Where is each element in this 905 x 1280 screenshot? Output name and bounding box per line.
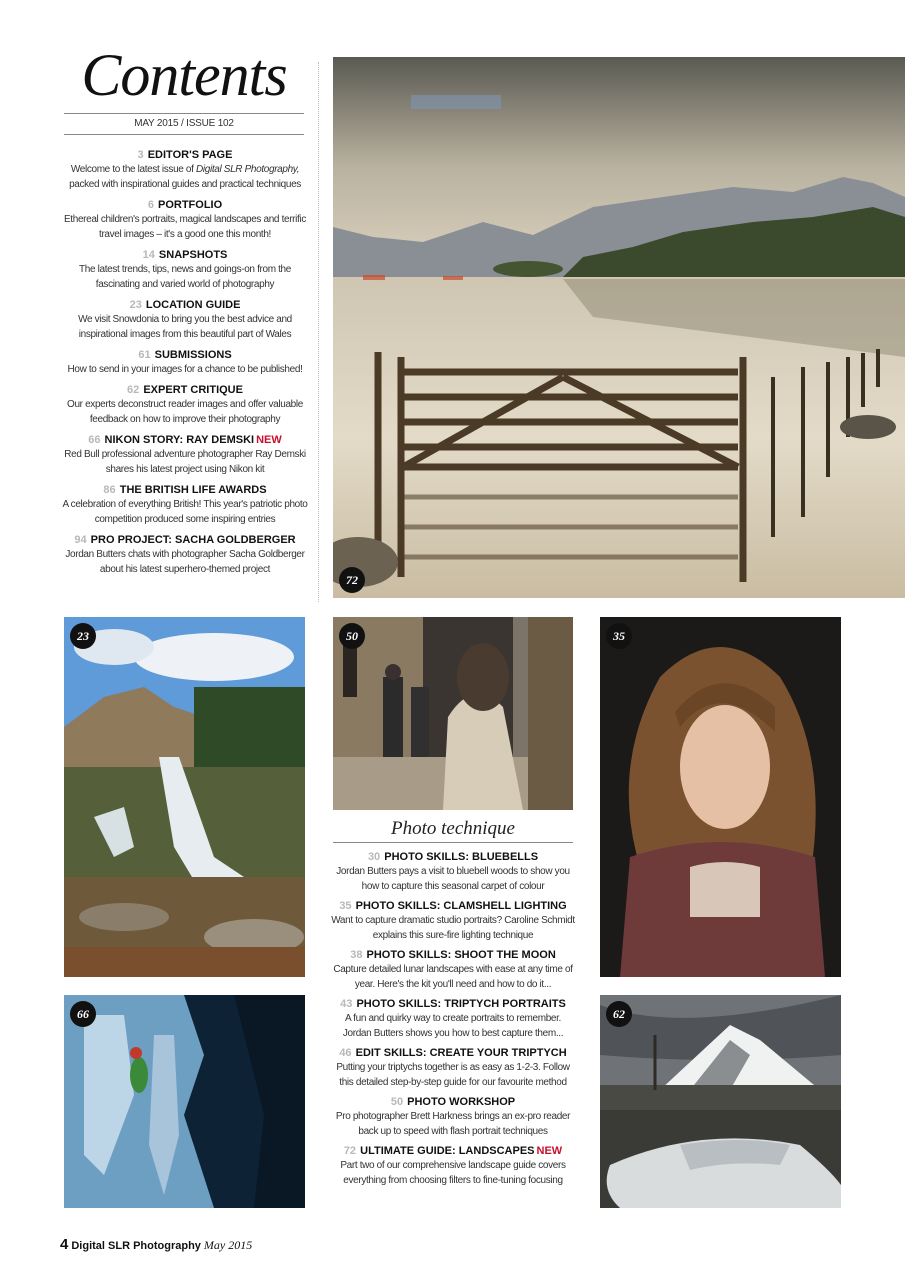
toc-title: THE BRITISH LIFE AWARDS — [119, 484, 267, 496]
toc-desc: We visit Snowdonia to bring you the best advice and inspirational images from this beautiful part of Wales — [78, 314, 292, 340]
contents-list — [60, 148, 310, 583]
issue-line: MAY 2015 / ISSUE 102 — [134, 118, 234, 129]
toc-desc: How to send in your images for a chance to be published! — [67, 364, 303, 375]
tech-desc: Pro photographer Brett Harkness brings an ex-pro reader back up to speed with flash portrait techniques — [335, 1111, 571, 1137]
tech-entry-triptych-portraits[interactable] — [330, 997, 576, 1041]
tech-title: EDIT SKILLS: CREATE YOUR TRIPTYCH — [355, 1047, 567, 1059]
studio-shoot-photo[interactable] — [333, 617, 573, 810]
tech-desc: A fun and quirky way to create portraits to remember. Jordan Butters shows you how to best capture them... — [342, 1013, 564, 1039]
toc-page-number: 66 — [88, 434, 101, 446]
toc-title: NIKON STORY: RAY DEMSKI — [104, 434, 255, 446]
toc-title: SUBMISSIONS — [154, 349, 232, 361]
toc-title: EDITOR'S PAGE — [147, 149, 233, 161]
tech-page-number: 43 — [340, 998, 353, 1010]
tech-desc: Want to capture dramatic studio portraits? Caroline Schmidt explains this sure-fire lighting technique — [331, 915, 575, 941]
page-badge: 35 — [606, 623, 632, 649]
toc-desc: Welcome to the latest issue of — [70, 164, 196, 175]
column-divider — [318, 62, 319, 602]
page-badge: 50 — [339, 623, 365, 649]
toc-page-number: 3 — [137, 149, 144, 161]
toc-desc: Jordan Butters chats with photographer Sacha Goldberger about his latest superhero-themed project — [65, 549, 305, 575]
tech-title: PHOTO SKILLS: SHOOT THE MOON — [366, 949, 556, 961]
page-badge: 62 — [606, 1001, 632, 1027]
tech-entry-shoot-the-moon[interactable] — [330, 948, 576, 992]
tech-page-number: 35 — [339, 900, 352, 912]
toc-desc: Ethereal children's portraits, magical landscapes and terrific travel images – it's a good one this month! — [63, 214, 306, 240]
toc-title: PORTFOLIO — [158, 199, 223, 211]
toc-page-number: 23 — [129, 299, 142, 311]
toc-desc: Our experts deconstruct reader images and offer valuable feedback on how to improve their photography — [67, 399, 303, 425]
tech-page-number: 50 — [390, 1096, 404, 1108]
toc-desc: The latest trends, tips, news and goings-on from the fascinating and varied world of photography — [79, 264, 291, 290]
ice-climbing-photo[interactable] — [64, 995, 305, 1208]
page-badge: 72 — [339, 567, 365, 593]
toc-desc: A celebration of everything British! This year's patriotic photo competition produced some inspiring entries — [62, 499, 308, 525]
tech-page-number: 38 — [350, 949, 363, 961]
tech-desc: Capture detailed lunar landscapes with ease at any time of year. Here's the kit you'll need and how to do it... — [333, 964, 573, 990]
tech-page-number: 30 — [367, 851, 381, 863]
toc-entry-pro-project[interactable] — [60, 533, 310, 577]
toc-entry-snapshots[interactable] — [60, 248, 310, 292]
tech-entry-clamshell-lighting[interactable] — [330, 899, 576, 943]
tech-entry-ultimate-guide[interactable] — [330, 1144, 576, 1188]
new-badge: NEW — [256, 434, 282, 446]
issue-rule-bottom — [64, 134, 304, 135]
lake-gate-photo[interactable] — [333, 57, 905, 598]
footer-page-number: 4 — [60, 1236, 69, 1253]
toc-entry-editors-page[interactable] — [60, 148, 310, 192]
page-badge: 23 — [70, 623, 96, 649]
toc-entry-british-life-awards[interactable] — [60, 483, 310, 527]
toc-entry-submissions[interactable] — [60, 348, 310, 377]
toc-title: PRO PROJECT: SACHA GOLDBERGER — [90, 534, 296, 546]
footer-date: May 2015 — [203, 1238, 253, 1252]
toc-desc-rest: packed with inspirational guides and practical techniques — [69, 179, 301, 190]
mountain-river-photo[interactable] — [600, 995, 841, 1208]
tech-title: PHOTO WORKSHOP — [407, 1096, 516, 1108]
tech-desc: Jordan Butters pays a visit to bluebell woods to show you how to capture this seasonal carpet of colour — [336, 866, 570, 892]
tech-desc: Part two of our comprehensive landscape guide covers everything from choosing filters to fine-tuning focusing — [340, 1160, 566, 1186]
toc-page-number: 94 — [74, 534, 87, 546]
photo-technique-heading: Photo technique — [391, 818, 515, 839]
issue-rule-top — [64, 113, 304, 114]
toc-desc: Red Bull professional adventure photographer Ray Demski shares his latest project using Nikon kit — [64, 449, 306, 475]
toc-page-number: 14 — [142, 249, 155, 261]
toc-page-number: 62 — [127, 384, 140, 396]
page-footer — [60, 1236, 252, 1253]
tech-entry-create-triptych[interactable] — [330, 1046, 576, 1090]
tech-entry-bluebells[interactable] — [330, 850, 576, 894]
magazine-name-italic: Digital SLR Photography, — [196, 164, 300, 175]
technique-list — [330, 850, 576, 1193]
toc-entry-portfolio[interactable] — [60, 198, 310, 242]
waterfall-photo[interactable] — [64, 617, 305, 977]
tech-page-number: 72 — [343, 1145, 357, 1157]
toc-title: EXPERT CRITIQUE — [143, 384, 243, 396]
tech-desc: Putting your triptychs together is as easy as 1-2-3. Follow this detailed step-by-step guide for our favourite method — [336, 1062, 570, 1088]
toc-entry-expert-critique[interactable] — [60, 383, 310, 427]
page-badge: 66 — [70, 1001, 96, 1027]
toc-page-number: 86 — [103, 484, 116, 496]
toc-page-number: 61 — [138, 349, 151, 361]
toc-entry-location-guide[interactable] — [60, 298, 310, 342]
tech-title: PHOTO SKILLS: BLUEBELLS — [384, 851, 539, 863]
toc-page-number: 6 — [147, 199, 154, 211]
tech-title: ULTIMATE GUIDE: LANDSCAPES — [360, 1145, 535, 1157]
toc-title: SNAPSHOTS — [158, 249, 228, 261]
tech-entry-photo-workshop[interactable] — [330, 1095, 576, 1139]
portrait-photo[interactable] — [600, 617, 841, 977]
page-title: Contents — [81, 42, 287, 108]
tech-title: PHOTO SKILLS: TRIPTYCH PORTRAITS — [356, 998, 566, 1010]
photo-technique-rule — [333, 842, 573, 843]
toc-entry-nikon-story[interactable] — [60, 433, 310, 477]
new-badge: NEW — [536, 1145, 563, 1157]
tech-title: PHOTO SKILLS: CLAMSHELL LIGHTING — [355, 900, 567, 912]
toc-title: LOCATION GUIDE — [145, 299, 241, 311]
tech-page-number: 46 — [339, 1047, 352, 1059]
footer-magazine-name: Digital SLR Photography — [71, 1240, 201, 1252]
